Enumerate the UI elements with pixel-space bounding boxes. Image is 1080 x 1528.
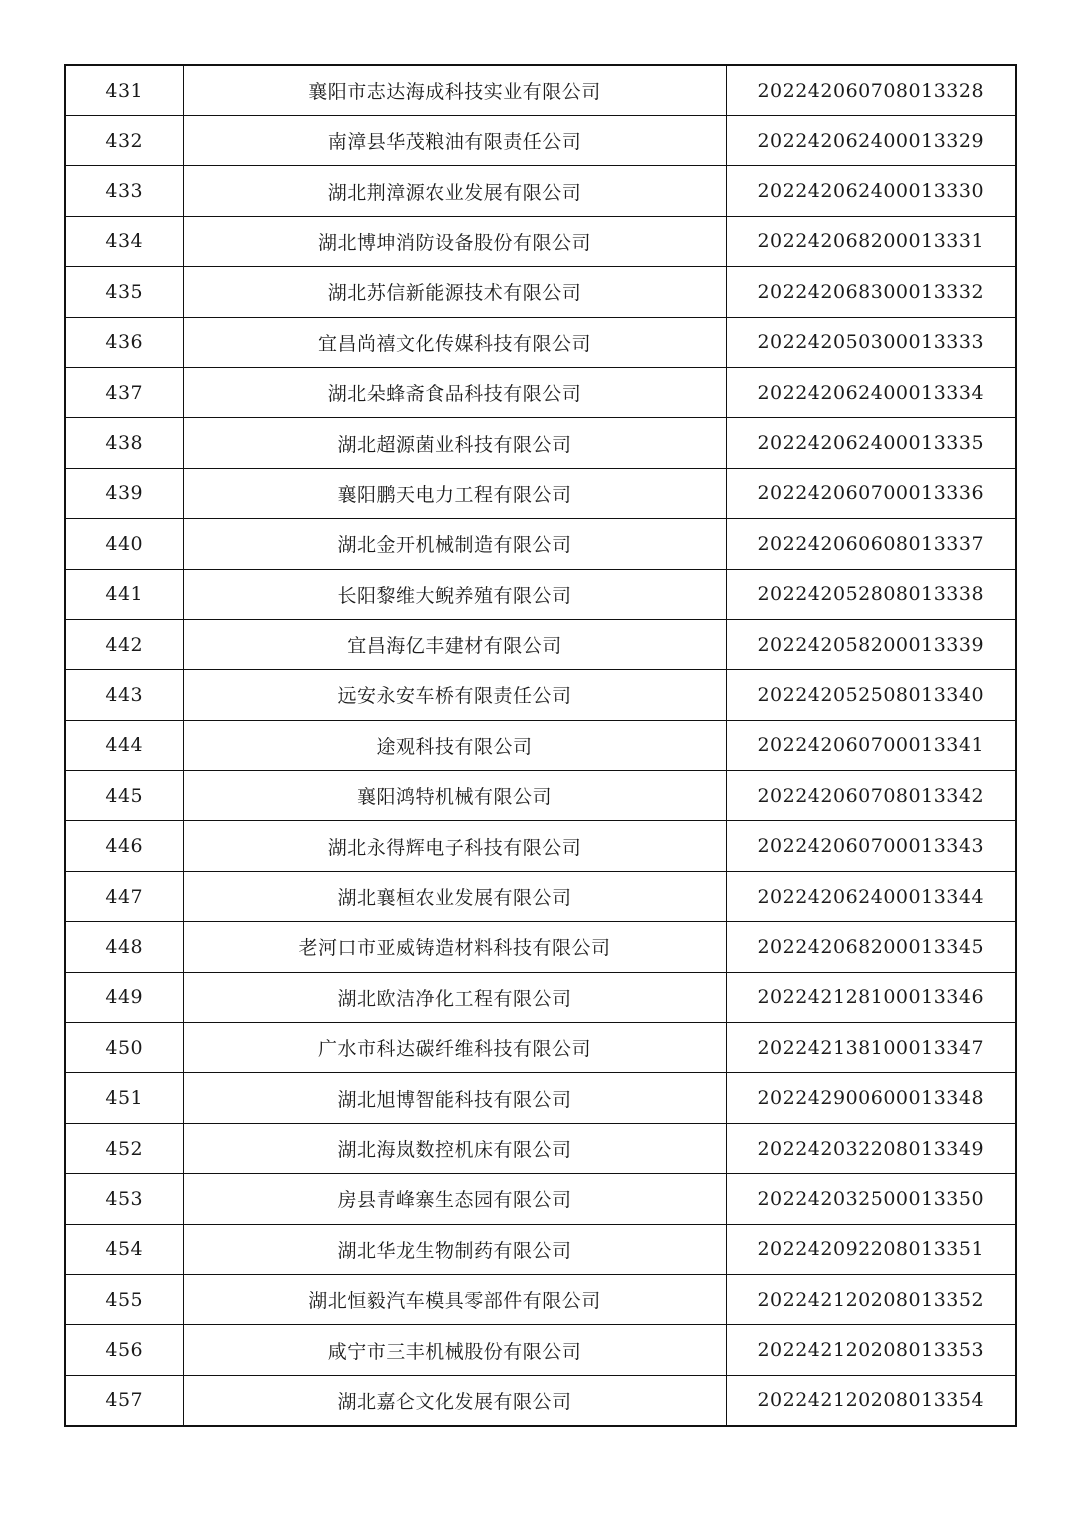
company-name-cell: 湖北荆漳源农业发展有限公司	[183, 166, 726, 216]
registration-code-cell: 202242060700013336	[726, 468, 1016, 518]
company-name-cell: 老河口市亚威铸造材料科技有限公司	[183, 922, 726, 972]
table-row	[65, 720, 1016, 770]
company-name-cell: 湖北金开机械制造有限公司	[183, 519, 726, 569]
registration-code-cell: 202242032500013350	[726, 1174, 1016, 1224]
row-number-cell: 436	[65, 317, 183, 367]
company-name-cell: 咸宁市三丰机械股份有限公司	[183, 1325, 726, 1375]
company-name-cell: 湖北嘉仑文化发展有限公司	[183, 1375, 726, 1426]
row-number-cell: 444	[65, 720, 183, 770]
table-row	[65, 166, 1016, 216]
row-number-cell: 456	[65, 1325, 183, 1375]
registration-code-cell: 202242060700013343	[726, 821, 1016, 871]
table-row	[65, 519, 1016, 569]
company-name-cell: 湖北永得辉电子科技有限公司	[183, 821, 726, 871]
row-number-cell: 447	[65, 871, 183, 921]
company-name-cell: 湖北博坤消防设备股份有限公司	[183, 216, 726, 266]
row-number-cell: 432	[65, 116, 183, 166]
row-number-cell: 441	[65, 569, 183, 619]
company-name-cell: 湖北欧洁净化工程有限公司	[183, 972, 726, 1022]
registration-code-cell: 202242062400013329	[726, 116, 1016, 166]
row-number-cell: 450	[65, 1023, 183, 1073]
table-row	[65, 418, 1016, 468]
row-number-cell: 431	[65, 65, 183, 116]
row-number-cell: 453	[65, 1174, 183, 1224]
table-body	[65, 65, 1016, 1426]
row-number-cell: 435	[65, 267, 183, 317]
row-number-cell: 446	[65, 821, 183, 871]
row-number-cell: 433	[65, 166, 183, 216]
company-name-cell: 湖北朵蜂斋食品科技有限公司	[183, 367, 726, 417]
registration-code-cell: 202242068300013332	[726, 267, 1016, 317]
company-name-cell: 湖北海岚数控机床有限公司	[183, 1123, 726, 1173]
row-number-cell: 454	[65, 1224, 183, 1274]
registration-code-cell: 202242052508013340	[726, 670, 1016, 720]
registration-code-cell: 202242050300013333	[726, 317, 1016, 367]
row-number-cell: 443	[65, 670, 183, 720]
table-row	[65, 116, 1016, 166]
company-name-cell: 襄阳鸿特机械有限公司	[183, 771, 726, 821]
table-row	[65, 65, 1016, 116]
company-name-cell: 途观科技有限公司	[183, 720, 726, 770]
company-name-cell: 湖北华龙生物制药有限公司	[183, 1224, 726, 1274]
registration-code-cell: 202242032208013349	[726, 1123, 1016, 1173]
registration-code-cell: 202242058200013339	[726, 619, 1016, 669]
registration-table	[64, 64, 1017, 1427]
company-name-cell: 湖北襄桓农业发展有限公司	[183, 871, 726, 921]
registration-code-cell: 202242138100013347	[726, 1023, 1016, 1073]
table-row	[65, 267, 1016, 317]
registration-code-cell: 202242120208013354	[726, 1375, 1016, 1426]
registration-code-cell: 202242068200013331	[726, 216, 1016, 266]
table-row	[65, 1224, 1016, 1274]
table-row	[65, 367, 1016, 417]
table-row	[65, 972, 1016, 1022]
table-row	[65, 468, 1016, 518]
table-row	[65, 771, 1016, 821]
registration-code-cell: 202242062400013335	[726, 418, 1016, 468]
registration-code-cell: 202242060708013328	[726, 65, 1016, 116]
row-number-cell: 445	[65, 771, 183, 821]
company-name-cell: 湖北苏信新能源技术有限公司	[183, 267, 726, 317]
table-row	[65, 922, 1016, 972]
row-number-cell: 457	[65, 1375, 183, 1426]
company-name-cell: 远安永安车桥有限责任公司	[183, 670, 726, 720]
table-row	[65, 619, 1016, 669]
row-number-cell: 455	[65, 1274, 183, 1324]
registration-code-cell: 202242128100013346	[726, 972, 1016, 1022]
company-name-cell: 湖北恒毅汽车模具零部件有限公司	[183, 1274, 726, 1324]
table-row	[65, 569, 1016, 619]
registration-code-cell: 202242062400013334	[726, 367, 1016, 417]
registration-code-cell: 202242060708013342	[726, 771, 1016, 821]
registration-code-cell: 202242120208013353	[726, 1325, 1016, 1375]
registration-code-cell: 202242900600013348	[726, 1073, 1016, 1123]
row-number-cell: 442	[65, 619, 183, 669]
row-number-cell: 451	[65, 1073, 183, 1123]
row-number-cell: 438	[65, 418, 183, 468]
registration-code-cell: 202242068200013345	[726, 922, 1016, 972]
company-name-cell: 宜昌海亿丰建材有限公司	[183, 619, 726, 669]
company-name-cell: 湖北超源菌业科技有限公司	[183, 418, 726, 468]
table-row	[65, 1174, 1016, 1224]
table-row	[65, 821, 1016, 871]
row-number-cell: 439	[65, 468, 183, 518]
registration-code-cell: 202242120208013352	[726, 1274, 1016, 1324]
table-row	[65, 1325, 1016, 1375]
table-row	[65, 1023, 1016, 1073]
registration-code-cell: 202242062400013344	[726, 871, 1016, 921]
registration-code-cell: 202242052808013338	[726, 569, 1016, 619]
company-name-cell: 湖北旭博智能科技有限公司	[183, 1073, 726, 1123]
company-name-cell: 房县青峰寨生态园有限公司	[183, 1174, 726, 1224]
registration-code-cell: 202242062400013330	[726, 166, 1016, 216]
row-number-cell: 449	[65, 972, 183, 1022]
table-row	[65, 216, 1016, 266]
company-name-cell: 广水市科达碳纤维科技有限公司	[183, 1023, 726, 1073]
table-row	[65, 871, 1016, 921]
company-name-cell: 长阳黎维大鲵养殖有限公司	[183, 569, 726, 619]
row-number-cell: 452	[65, 1123, 183, 1173]
company-name-cell: 襄阳鹏天电力工程有限公司	[183, 468, 726, 518]
table-row	[65, 1073, 1016, 1123]
table-row	[65, 670, 1016, 720]
table-row	[65, 1123, 1016, 1173]
row-number-cell: 448	[65, 922, 183, 972]
row-number-cell: 434	[65, 216, 183, 266]
table-row	[65, 1274, 1016, 1324]
table-row	[65, 1375, 1016, 1426]
registration-code-cell: 202242092208013351	[726, 1224, 1016, 1274]
company-name-cell: 襄阳市志达海成科技实业有限公司	[183, 65, 726, 116]
registration-code-cell: 202242060700013341	[726, 720, 1016, 770]
company-name-cell: 南漳县华茂粮油有限责任公司	[183, 116, 726, 166]
table-row	[65, 317, 1016, 367]
registration-code-cell: 202242060608013337	[726, 519, 1016, 569]
company-name-cell: 宜昌尚禧文化传媒科技有限公司	[183, 317, 726, 367]
row-number-cell: 437	[65, 367, 183, 417]
row-number-cell: 440	[65, 519, 183, 569]
